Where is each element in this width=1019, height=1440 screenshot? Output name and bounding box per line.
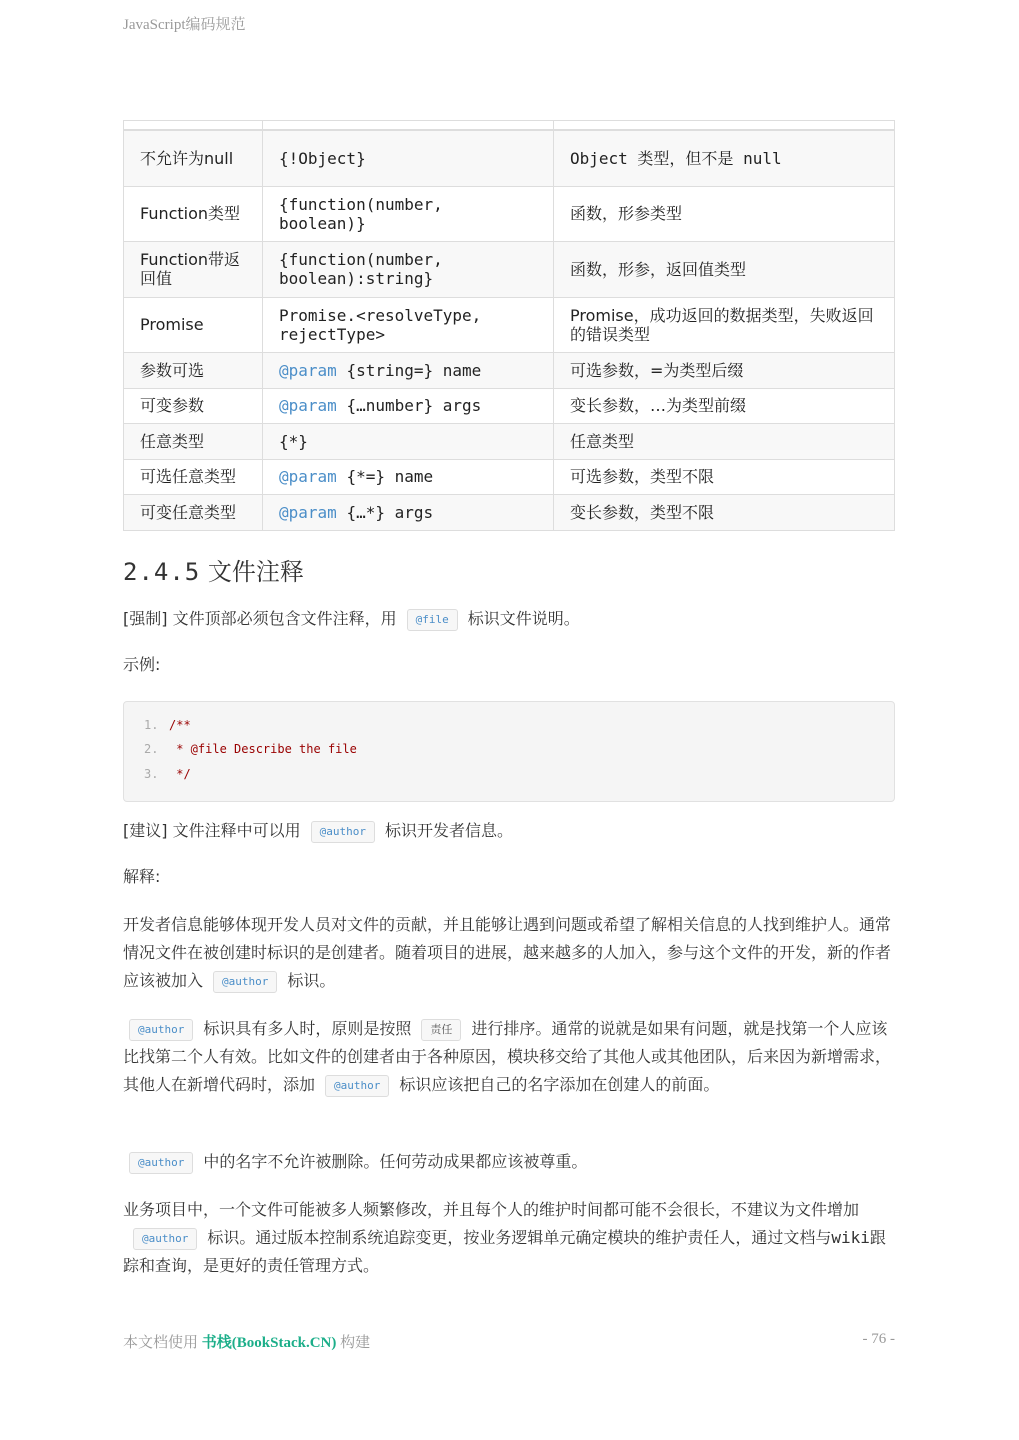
rule-text: 标识文件说明。	[467, 609, 580, 628]
example-label: 示例:	[123, 655, 161, 674]
table-row	[124, 352, 895, 388]
paragraph	[123, 1196, 895, 1280]
rule-text: [建议] 文件注释中可以用	[123, 821, 301, 840]
line-number: 3.	[144, 767, 159, 781]
rule-text: [强制] 文件顶部必须包含文件注释，用	[123, 609, 397, 628]
line-number: 1.	[144, 718, 159, 732]
type-desc: 变长参数，…为类型前缀	[554, 388, 895, 423]
paragraph-text: 进行排序。通常的说就是如果有问题，就是找第一个人应该比找第二个人有效。比如文件的创建者由于各种原因，模块移交给了其他人或其他团队，后来因为新增需求，其他人在新增代码时，添加	[123, 1019, 892, 1094]
type-name: 可选任意类型	[124, 459, 263, 494]
type-name: Function类型	[124, 186, 263, 241]
type-name: 不允许为null	[124, 130, 263, 186]
table-row	[124, 423, 895, 459]
responsibility-tag: 责任	[421, 1019, 461, 1041]
table-row	[124, 459, 895, 494]
type-syntax-cell	[263, 352, 554, 388]
table-row	[124, 388, 895, 423]
type-name: 可变参数	[124, 388, 263, 423]
paragraph	[123, 1015, 899, 1099]
type-syntax: Promise.<resolveType, rejectType>	[263, 297, 554, 352]
file-tag: @file	[407, 609, 458, 631]
type-syntax-cell	[263, 459, 554, 494]
type-table	[123, 120, 895, 531]
param-keyword: @param	[279, 502, 337, 522]
section-number: 2.4.5	[123, 558, 201, 586]
line-number: 2.	[144, 742, 159, 756]
type-desc: 任意类型	[554, 423, 895, 459]
type-desc: 可选参数，类型不限	[554, 459, 895, 494]
section-title: 文件注释	[207, 558, 304, 586]
footer-credit	[123, 1331, 370, 1352]
author-tag: @author	[325, 1075, 389, 1097]
type-desc: 变长参数，类型不限	[554, 494, 895, 530]
wiki-text: wiki	[831, 1228, 870, 1247]
rule-text: 标识开发者信息。	[384, 821, 513, 840]
type-desc: Object 类型，但不是 null	[554, 130, 895, 186]
param-keyword: @param	[279, 396, 337, 415]
type-syntax: {!Object}	[263, 130, 554, 186]
type-syntax: {*=} name	[346, 467, 434, 486]
footer-text: 构建	[340, 1335, 371, 1351]
rule-mandatory	[123, 605, 895, 633]
author-tag: @author	[133, 1228, 197, 1250]
type-name: Function带返回值	[124, 241, 263, 297]
table-row	[124, 297, 895, 352]
table-row	[124, 186, 895, 241]
type-syntax: {*}	[263, 423, 554, 459]
table-row	[124, 494, 895, 530]
rule-suggest	[123, 817, 895, 845]
table-row-cut	[124, 121, 895, 131]
code-text: * @file Describe the file	[169, 742, 357, 756]
paragraph-text: 中的名字不允许被删除。任何劳动成果都应该被尊重。	[203, 1152, 588, 1171]
paragraph-text: 标识。通过版本控制系统追踪变更，按业务逻辑单元确定模块的维护责任人，通过文档与	[207, 1228, 832, 1247]
paragraph	[123, 1148, 895, 1176]
code-line	[144, 718, 191, 732]
table-row	[124, 130, 895, 186]
type-syntax: {string=} name	[346, 360, 482, 380]
type-syntax-cell	[263, 388, 554, 423]
author-tag: @author	[213, 971, 277, 993]
type-desc: 函数，形参类型	[554, 186, 895, 241]
type-desc: 函数，形参，返回值类型	[554, 241, 895, 297]
type-syntax: {function(number, boolean):string}	[263, 241, 554, 297]
author-tag: @author	[129, 1019, 193, 1041]
author-tag: @author	[311, 821, 375, 843]
section-heading	[123, 552, 304, 587]
paragraph	[123, 911, 895, 995]
type-syntax: {…*} args	[346, 502, 434, 522]
footer-text: 本文档使用	[123, 1335, 199, 1351]
paragraph-text: 业务项目中，一个文件可能被多人频繁修改，并且每个人的维护时间都可能不会很长，不建议为文件增加	[123, 1200, 860, 1219]
code-line	[144, 742, 357, 756]
code-text: /**	[169, 718, 191, 732]
type-desc: Promise，成功返回的数据类型，失败返回的错误类型	[554, 297, 895, 352]
type-syntax: {…number} args	[346, 396, 482, 415]
type-desc: 可选参数，=为类型后缀	[554, 352, 895, 388]
paragraph-text: 标识。	[287, 971, 336, 990]
type-syntax-cell	[263, 494, 554, 530]
paragraph-text: 标识具有多人时，原则是按照	[203, 1019, 412, 1038]
page-number: - 76 -	[862, 1331, 895, 1347]
type-name: 可变任意类型	[124, 494, 263, 530]
table-row	[124, 241, 895, 297]
code-line	[144, 767, 191, 781]
code-block	[123, 701, 895, 802]
bookstack-link[interactable]: 书栈(BookStack.CN)	[201, 1335, 337, 1351]
paragraph-text: 开发者信息能够体现开发人员对文件的贡献，并且能够让遇到问题或希望了解相关信息的人找到维护人。通常情况文件在被创建时标识的是创建者。随着项目的进展，越来越多的人加入，参与这个文件的开发，新的作者应该被加入	[123, 915, 892, 990]
paragraph-text: 跟踪和查询，是更好的责任管理方式。	[123, 1228, 886, 1275]
param-keyword: @param	[279, 467, 337, 486]
author-tag: @author	[129, 1152, 193, 1174]
param-keyword: @param	[279, 360, 337, 380]
running-header: JavaScript编码规范	[123, 17, 246, 33]
paragraph-text: 标识应该把自己的名字添加在创建人的前面。	[399, 1075, 720, 1094]
type-syntax: {function(number, boolean)}	[263, 186, 554, 241]
type-name: 任意类型	[124, 423, 263, 459]
type-name: Promise	[124, 297, 263, 352]
code-text: */	[169, 767, 191, 781]
explain-label: 解释:	[123, 867, 161, 886]
type-name: 参数可选	[124, 352, 263, 388]
